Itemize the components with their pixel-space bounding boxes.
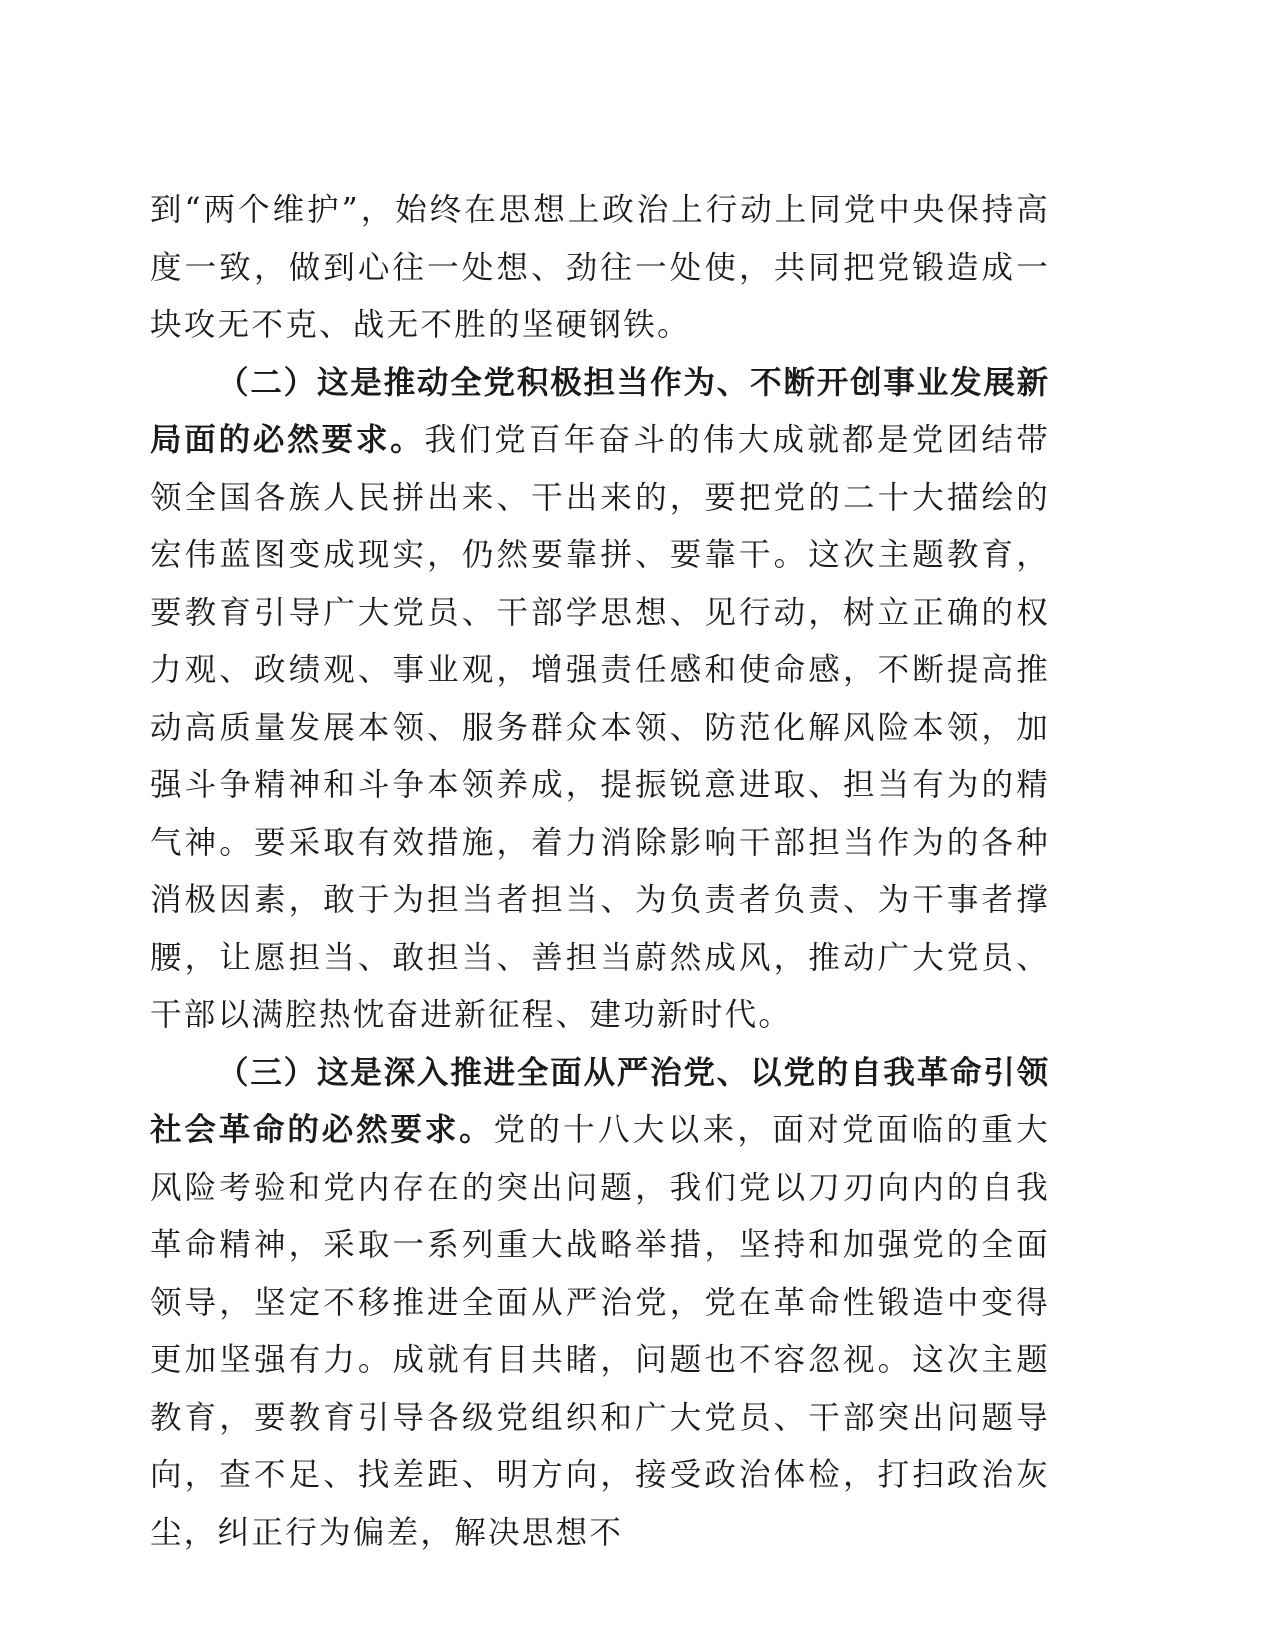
document-body [150, 182, 1050, 1562]
paragraph-continuation [150, 182, 1050, 355]
paragraph-1-text: 到“两个维护”，始终在思想上政治上行动上同党中央保持高度一致，做到心往一处想、劲往一处使，共同把党锻造成一块攻无不克、战无不胜的坚硬钢铁。 [150, 192, 1050, 343]
section-3-text: 党的十八大以来，面对党面临的重大风险考验和党内存在的突出问题，我们党以刀刃向内的自我革命精神，采取一系列重大战略举措，坚持和加强党的全面领导，坚定不移推进全面从严治党，党在革命性锻造中变得更加坚强有力。成就有目共睹，问题也不容忽视。这次主题教育，要教育引导各级党组织和广大党员、干部突出问题导向，查不足、找差距、明方向，接受政治体检，打扫政治灰尘，纠正行为偏差，解决思想不 [150, 1112, 1050, 1551]
section-3-heading: （三）这是深入推进全面从严治党、以党的自我革命引领社会革命的必然要求。 [150, 1054, 1050, 1148]
section-2-text: 我们党百年奋斗的伟大成就都是党团结带领全国各族人民拼出来、干出来的，要把党的二十大描绘的宏伟蓝图变成现实，仍然要靠拼、要靠干。这次主题教育，要教育引导广大党员、干部学思想、见行动，树立正确的权力观、政绩观、事业观，增强责任感和使命感，不断提高推动高质量发展本领、服务群众本领、防范化解风险本领，加强斗争精神和斗争本领养成，提振锐意进取、担当有为的精气神。要采取有效措施，着力消除影响干部担当作为的各种消极因素，敢于为担当者担当、为负责者负责、为干事者撑腰，让愿担当、敢担当、善担当蔚然成风，推动广大党员、干部以满腔热忱奋进新征程、建功新时代。 [150, 422, 1050, 1033]
paragraph-section-2 [150, 355, 1050, 1045]
section-2-heading: （二）这是推动全党积极担当作为、不断开创事业发展新局面的必然要求。 [150, 364, 1050, 458]
paragraph-section-3 [150, 1045, 1050, 1563]
